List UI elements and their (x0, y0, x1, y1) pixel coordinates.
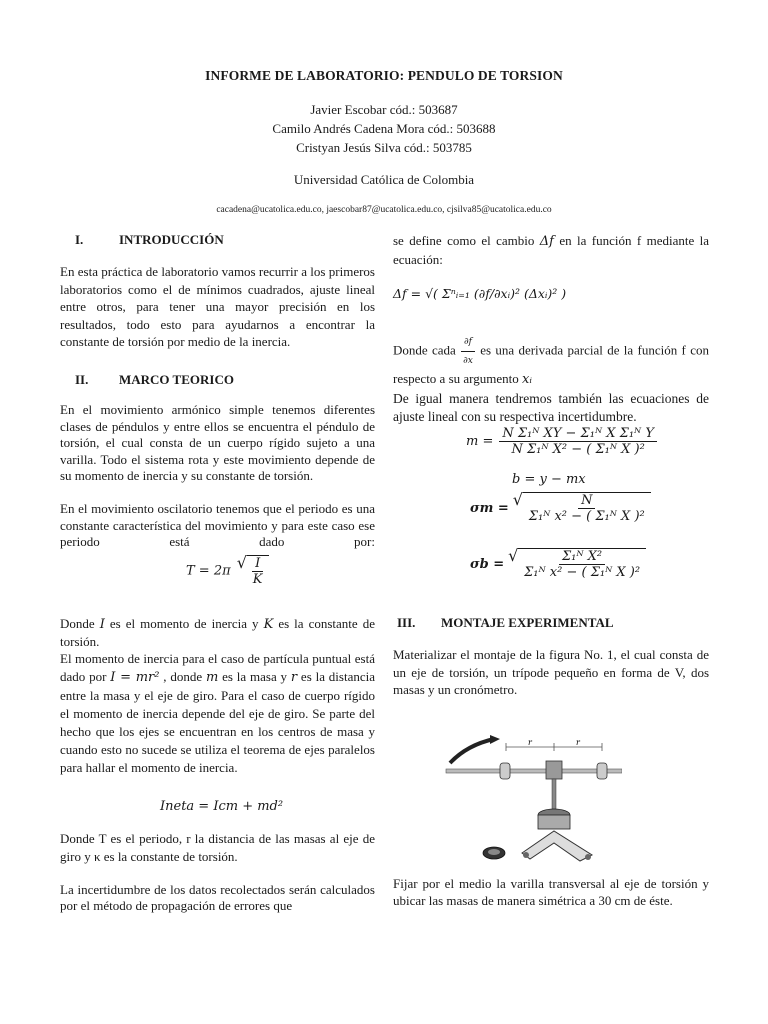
marco-paragraph-3 (60, 616, 375, 650)
center-clamp (546, 761, 562, 779)
tripod-base (522, 831, 592, 861)
intro-paragraph: En esta práctica de laboratorio vamos recurrir a los primeros laboratorios como el de mínimos cuadrados, ajuste lineal entre otros, para tener una mayor precisión en los resultados, todo esto para ayudarnos a encontrar la constante de torsión por medio de la inercia. (60, 264, 375, 349)
symbol-I: I (99, 617, 105, 632)
mass-left (500, 763, 510, 779)
tripod-foot (585, 854, 591, 860)
equation-slope (466, 426, 657, 457)
rotation-arrowhead (490, 735, 500, 744)
author-emails: cacadena@ucatolica.edu.co, jaescobar87@ucatolica.edu.co, cjsilva85@ucatolica.edu.co (216, 205, 552, 215)
spring-base (538, 815, 570, 829)
eq-sigma-m-lhs: σm = (470, 500, 509, 516)
equation-period (186, 555, 269, 587)
eq-slope-den: N Σ₁ᴺ X² − ( Σ₁ᴺ X )² (511, 442, 645, 457)
section-heading-marco (75, 372, 234, 388)
torsion-pendulum-figure (442, 735, 622, 865)
marco-paragraph-1: En el movimiento armónico simple tenemos diferentes clases de péndulos y entre ellos se encuentra el péndulo de torsión, el cual consta de un cuerpo rígido sujeto a una varilla. Todo el sistema rota y este movimiento depende de su momento de inercia y su constante de torsión. (60, 402, 375, 483)
text-run: , donde (159, 669, 206, 684)
right-paragraph-3: De igual manera tendremos también las ecuaciones de ajuste lineal con su respectiva incertidumbre. (393, 391, 709, 424)
eq-period-sqrt (247, 555, 269, 587)
eq-sigma-m-num: √ N (578, 493, 595, 509)
section-number: II. (75, 372, 89, 387)
eq-sigma-b-frac (521, 549, 643, 580)
equation-delta-f: Δf = √( Σⁿᵢ₌₁ (∂f/∂xᵢ)² (Δxᵢ)² ) (393, 286, 567, 301)
symbol-delta-f: Δf (539, 234, 554, 249)
symbol-m: m (205, 670, 219, 685)
label-r-right: r (576, 738, 580, 747)
eq-sigma-b-lhs: σb = (470, 556, 505, 572)
symbol-xi: xᵢ (522, 372, 532, 387)
text-run: es la masa y (218, 669, 291, 684)
stopwatch-face (488, 849, 500, 855)
eq-sigma-m-frac (526, 493, 648, 524)
eq-period-frac (250, 556, 266, 587)
equation-sigma-m (470, 492, 651, 524)
text-run: es una derivada parcial de la función f con respecto a su argumento (393, 342, 709, 386)
paper-title: INFORME DE LABORATORIO: PENDULO DE TORSION (205, 68, 563, 83)
eq-period-lhs: T = 2π (186, 563, 231, 579)
eq-period-num: √ I (252, 556, 263, 572)
frac-num: ∂f (461, 333, 475, 352)
equation-sigma-b (470, 548, 646, 580)
mass-right (597, 763, 607, 779)
label-r-left: r (528, 738, 532, 747)
text-run: es la distancia entre la masa y el eje de giro. Para el caso de cuerpo rígido el momento de inercia depende del eje de giro. Se parte del hecho que los ejes se encuentran en los centros de masa y cuando esto no sucede se utiliza el teorema de ejes paralelos para hallar el momento de inercia. (60, 669, 375, 775)
eq-sigma-m-den: Σ₁ᴺ x² − ( Σ₁ᴺ X )² (528, 509, 645, 524)
marco-paragraph-6: La incertidumbre de los datos recolectados serán calculados por el método de propagación de errores que (60, 882, 375, 913)
text-run: Donde (60, 616, 100, 631)
transverse-rod (446, 769, 622, 773)
tripod-foot (523, 852, 529, 858)
section-title: MARCO TEORICO (119, 372, 234, 387)
author-2: Camilo Andrés Cadena Mora cód.: 503688 (272, 121, 496, 136)
eq-sigma-b-den: Σ₁ᴺ x² − ( Σ₁ᴺ X )² (524, 565, 641, 580)
right-paragraph-1 (393, 232, 709, 268)
section-heading-montaje (397, 615, 614, 631)
symbol-r: r (290, 670, 298, 685)
eq-sigma-m-sqrt (523, 492, 651, 524)
text-run: se define como el cambio (393, 233, 540, 248)
section-heading-intro (75, 232, 224, 248)
marco-paragraph-5: Donde T es el periodo, r la distancia de las masas al eje de giro y κ es la constante de torsión. (60, 831, 375, 864)
montaje-paragraph-1: Materializar el montaje de la figura No. 1, el cual consta de un eje de torsión, un trípode pequeño en forma de V, dos masas y un cronómetro. (393, 647, 709, 697)
author-3: Cristyan Jesús Silva cód.: 503785 (296, 140, 472, 155)
text-run: es el momento de inercia y (104, 616, 264, 631)
text-run: es la constante de torsión. (60, 616, 376, 649)
author-1: Javier Escobar cód.: 503687 (310, 102, 458, 117)
university: Universidad Católica de Colombia (293, 172, 475, 187)
eq-slope-lhs: m = (466, 434, 494, 449)
marco-paragraph-2: En el movimiento oscilatorio tenemos que el periodo es una constante característica del movimiento y para este caso ese periodo está dado por: (60, 501, 375, 549)
inline-eq-inertia: I = mr² (110, 670, 160, 685)
section-title: MONTAJE EXPERIMENTAL (441, 615, 614, 630)
section-number: III. (397, 615, 416, 630)
section-title: INTRODUCCIÓN (119, 232, 224, 247)
eq-sigma-b-num: √ Σ₁ᴺ X² (559, 549, 605, 565)
text-run: en la función f mediante la ecuación: (393, 233, 709, 267)
eq-slope-frac (499, 426, 657, 457)
section-number: I. (75, 232, 84, 247)
equation-intercept: b = y − mx (512, 472, 586, 487)
author-list (0, 100, 768, 157)
right-paragraph-2 (393, 333, 709, 389)
montaje-paragraph-2: Fijar por el medio la varilla transversal al eje de torsión y ubicar las masas de manera simétrica a 30 cm de éste. (393, 876, 709, 908)
torsion-axis (552, 779, 556, 809)
rotation-arrow (450, 739, 494, 763)
eq-sigma-b-sqrt (518, 548, 646, 580)
text-run: El momento de inercia para el caso de partícula puntual está dado por (60, 651, 375, 684)
text-run: Donde cada (393, 342, 461, 358)
frac-den: ∂x (463, 356, 473, 366)
marco-paragraph-4 (60, 650, 375, 777)
symbol-K: K (263, 617, 274, 632)
inline-frac-partial (460, 333, 476, 370)
eq-period-den: K (252, 572, 263, 587)
equation-ineta: Ineta = Icm + md² (160, 799, 284, 814)
eq-slope-num: N Σ₁ᴺ XY − Σ₁ᴺ X Σ₁ᴺ Y (499, 426, 657, 442)
